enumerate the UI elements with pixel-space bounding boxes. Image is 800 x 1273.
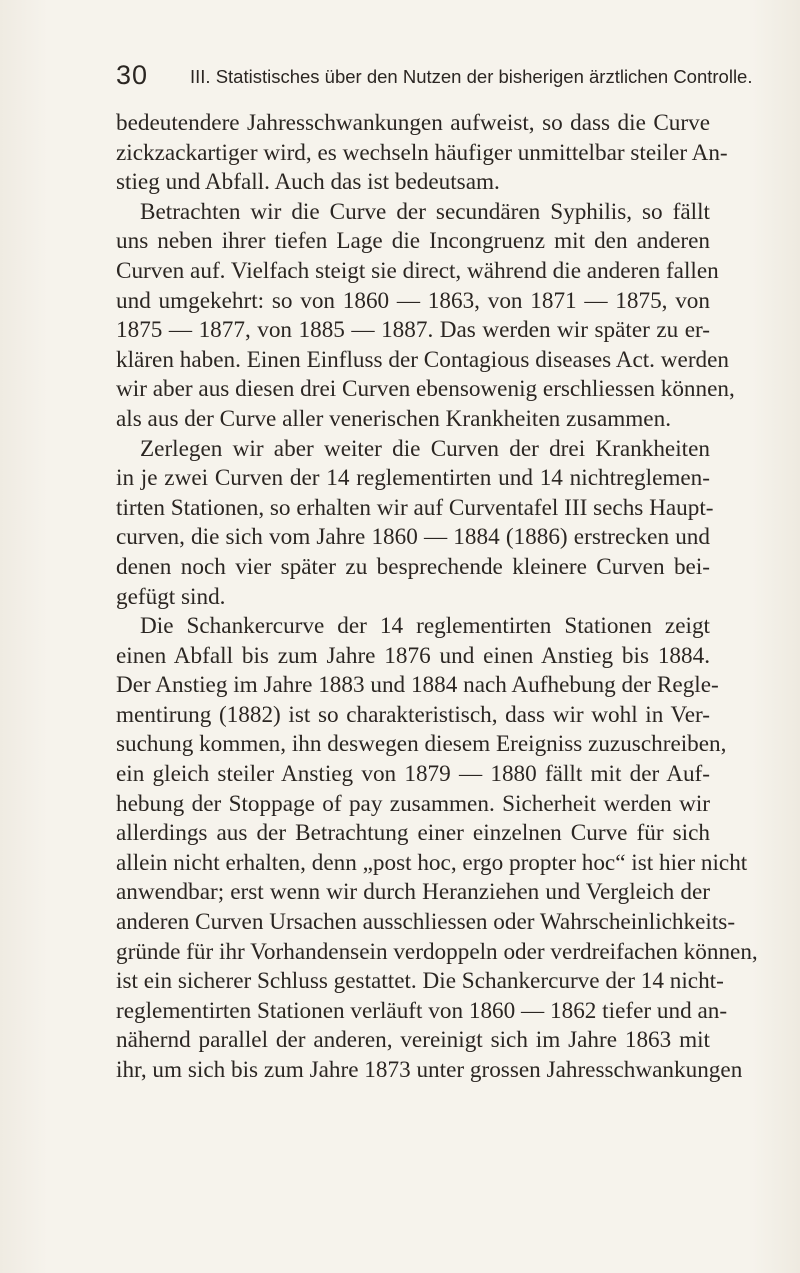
- text-line: klären haben. Einen Einfluss der Contagious diseases Act. werden: [116, 346, 730, 373]
- text-line: und umgekehrt: so von 1860 — 1863, von 1871 — 1875, von: [116, 287, 710, 314]
- text-line: curven, die sich vom Jahre 1860 — 1884 (1886) erstrecken und: [116, 524, 710, 551]
- text-line: anwendbar; erst wenn wir durch Heranziehen und Vergleich der: [116, 879, 710, 906]
- text-line: Betrachten wir die Curve der secundären Syphilis, so fällt: [140, 198, 710, 225]
- text-line: Zerlegen wir aber weiter die Curven der drei Krankheiten: [140, 435, 710, 462]
- text-line: suchung kommen, ihn deswegen diesem Ereigniss zuzuschreiben,: [116, 731, 727, 758]
- text-line: wir aber aus diesen drei Curven ebensowenig erschliessen können,: [116, 376, 735, 403]
- text-line: nähernd parallel der anderen, vereinigt sich im Jahre 1863 mit: [116, 1027, 710, 1054]
- text-line: gefügt sind.: [116, 583, 226, 610]
- text-line: einen Abfall bis zum Jahre 1876 und einen Anstieg bis 1884.: [116, 642, 710, 669]
- text-line: als aus der Curve aller venerischen Krankheiten zusammen.: [116, 405, 671, 432]
- text-line: Curven auf. Vielfach steigt sie direct, während die anderen fallen: [116, 257, 719, 284]
- text-line: 1875 — 1877, von 1885 — 1887. Das werden wir später zu er-: [116, 317, 710, 344]
- text-line: ein gleich steiler Anstieg von 1879 — 1880 fällt mit der Auf-: [116, 761, 710, 788]
- text-line: allein nicht erhalten, denn „post hoc, ergo propter hoc“ ist hier nicht: [116, 849, 748, 876]
- page-header: [116, 60, 753, 96]
- text-line: Der Anstieg im Jahre 1883 und 1884 nach Aufhebung der Regle-: [116, 672, 719, 699]
- text-line: stieg und Abfall. Auch das ist bedeutsam.: [116, 169, 500, 196]
- text-line: reglementirten Stationen verläuft von 1860 — 1862 tiefer und an-: [116, 997, 728, 1024]
- text-line: uns neben ihrer tiefen Lage die Incongruenz mit den anderen: [116, 228, 710, 255]
- text-line: tirten Stationen, so erhalten wir auf Curventafel III sechs Haupt-: [116, 494, 714, 521]
- text-line: allerdings aus der Betrachtung einer einzelnen Curve für sich: [116, 820, 710, 847]
- page-number: 30: [116, 60, 149, 90]
- text-line: anderen Curven Ursachen ausschliessen oder Wahrscheinlichkeits-: [116, 909, 736, 936]
- text-line: in je zwei Curven der 14 reglementirten und 14 nichtreglemen-: [116, 465, 710, 492]
- text-line: bedeutendere Jahresschwankungen aufweist, so dass die Curve: [116, 110, 710, 136]
- body-text: [116, 109, 758, 1086]
- text-line: Die Schankercurve der 14 reglementirten Stationen zeigt: [140, 613, 710, 640]
- text-line: zickzackartiger wird, es wechseln häufiger unmittelbar steiler An-: [116, 139, 728, 166]
- text-line: denen noch vier später zu besprechende kleinere Curven bei-: [116, 553, 710, 580]
- text-line: hebung der Stoppage of pay zusammen. Sicherheit werden wir: [116, 790, 710, 817]
- text-line: ihr, um sich bis zum Jahre 1873 unter grossen Jahresschwankungen: [116, 1057, 743, 1083]
- text-line: gründe für ihr Vorhandensein verdoppeln oder verdreifachen können,: [116, 938, 758, 965]
- text-line: ist ein sicherer Schluss gestattet. Die Schankercurve der 14 nicht-: [116, 968, 724, 995]
- text-line: mentirung (1882) ist so charakteristisch, dass wir wohl in Ver-: [116, 701, 710, 728]
- running-title: III. Statistisches über den Nutzen der bisherigen ärztlichen Controlle.: [190, 66, 753, 87]
